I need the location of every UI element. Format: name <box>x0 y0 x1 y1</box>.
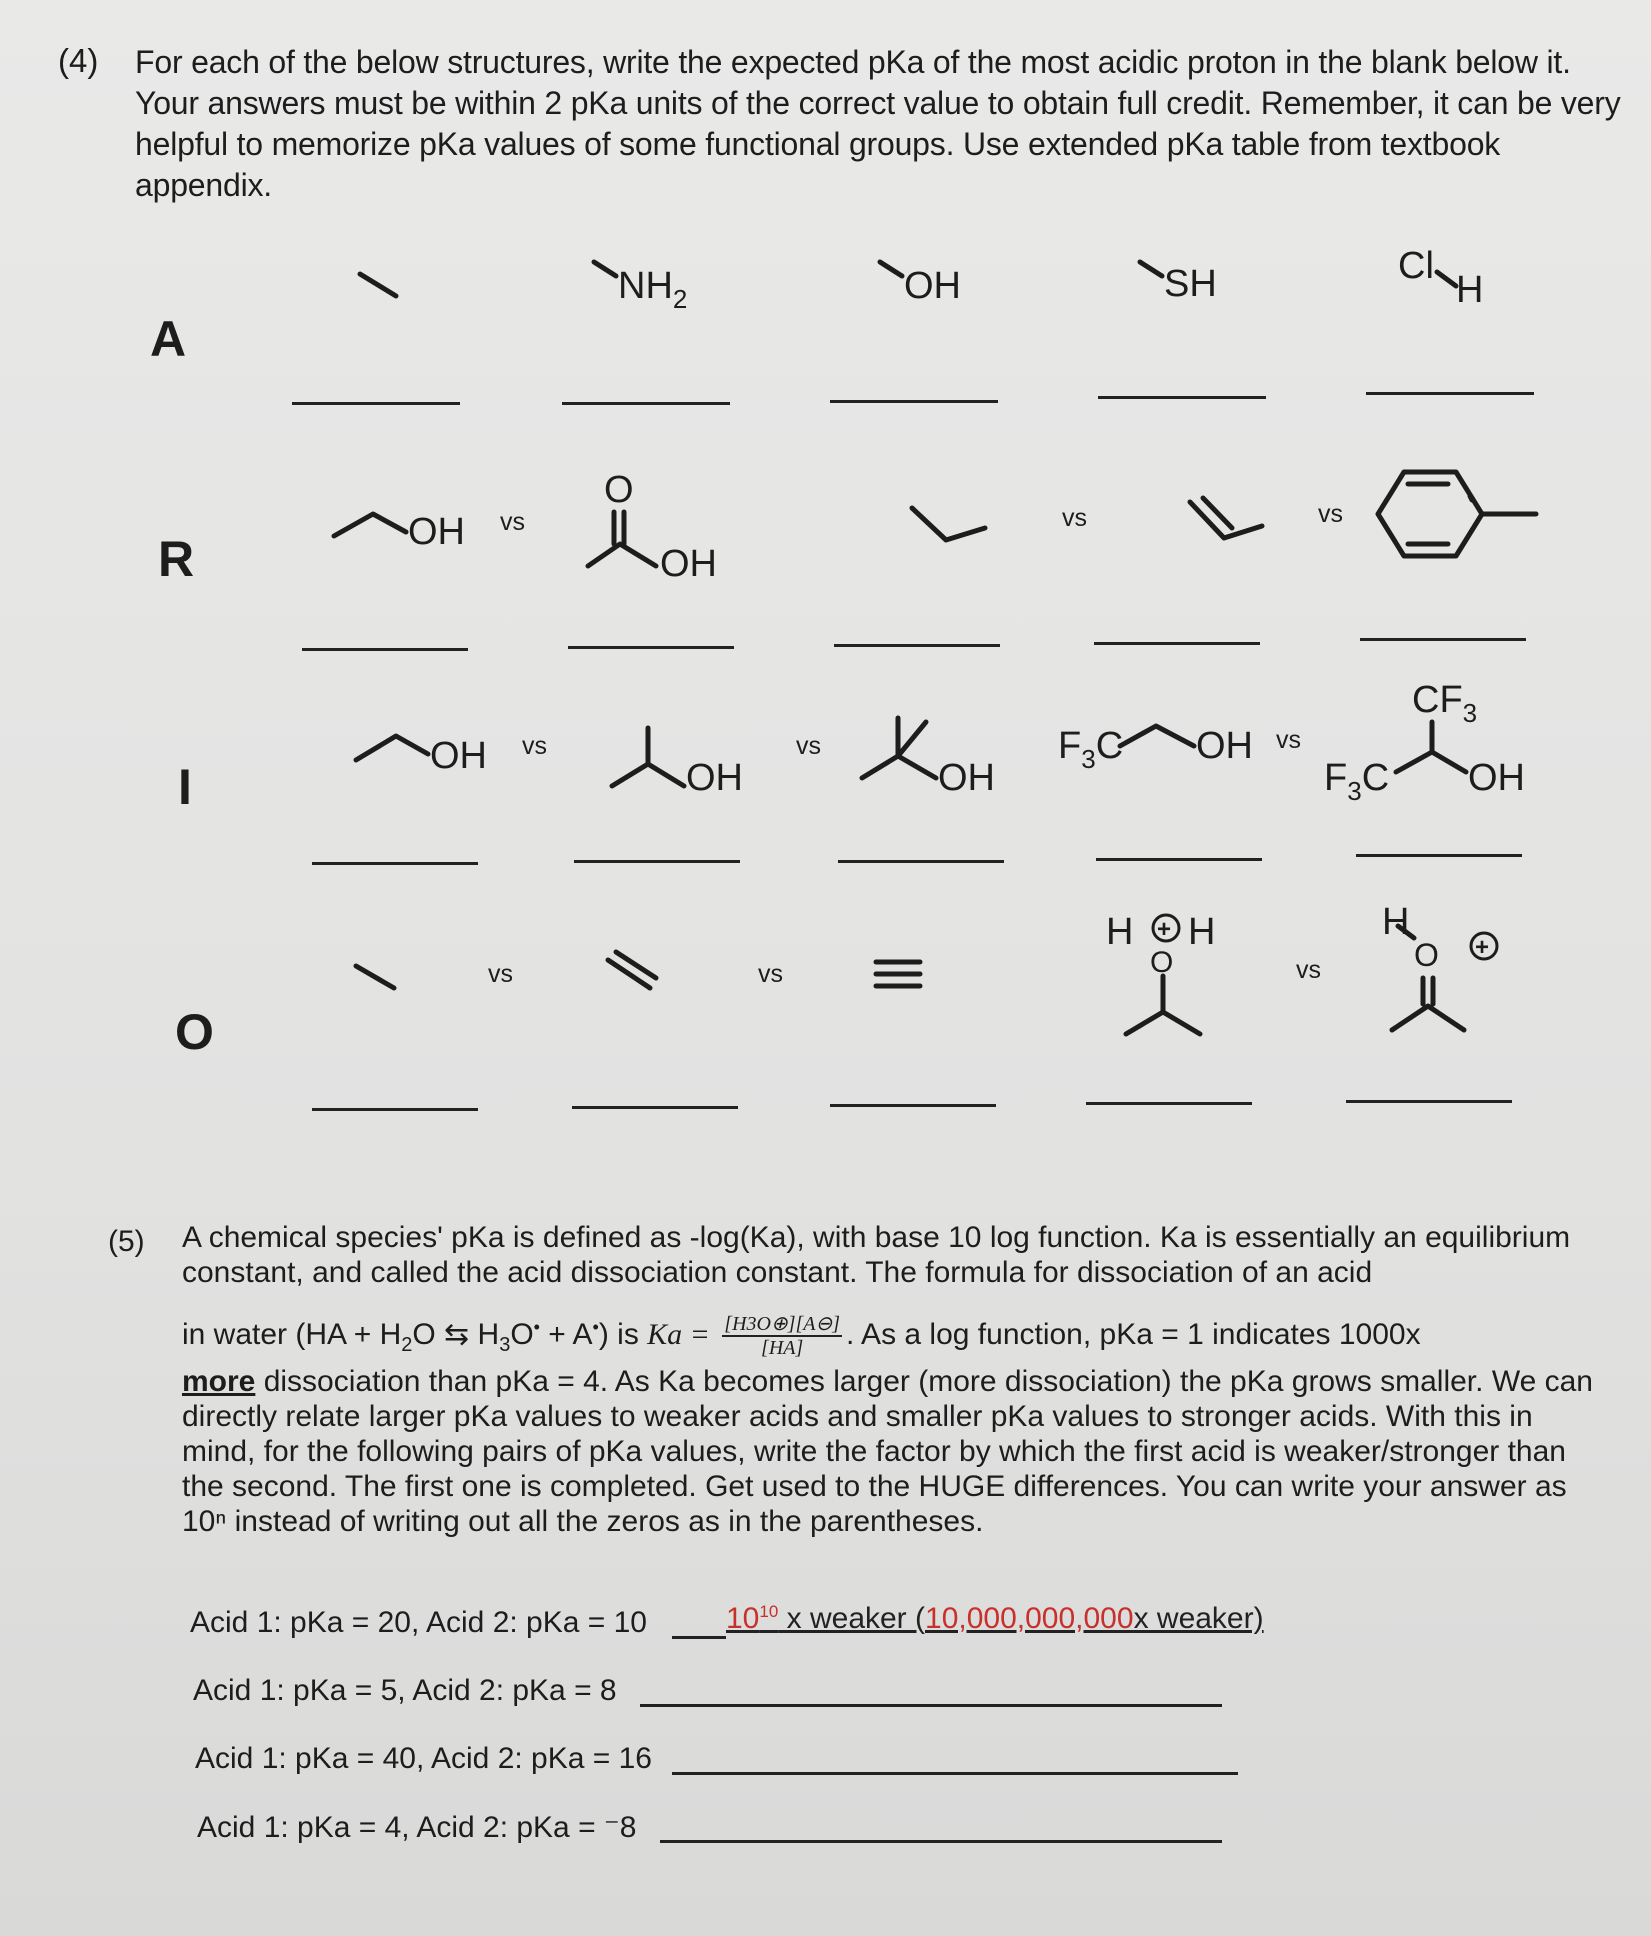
acid-pair-1: Acid 1: pKa = 20, Acid 2: pKa = 10 <box>190 1606 647 1639</box>
question-5-explanation <box>182 1364 1612 1539</box>
blank-a3[interactable] <box>830 400 998 403</box>
oxonium-isopropyl <box>1126 1012 1200 1034</box>
formula-text-o: O <box>510 1318 534 1351</box>
acetic-acid-chain <box>588 544 656 566</box>
methanethiol-bond <box>1140 262 1162 276</box>
formula-text-after: . As a log function, pKa = 1 indicates 1000x <box>846 1318 1421 1351</box>
h-label-hcl: H <box>1456 269 1484 311</box>
cl-label: Cl <box>1398 245 1434 287</box>
answer-number: 10,000,000,000 <box>925 1602 1134 1635</box>
question-5-formula-line: in water ($HA + H_2O$ ⇆ $H_3O^• + A^•$) is Ka = $\frac{[H3O\oplus][A⊖]}{[HA]}$ . As a log function, pKa = 1 indicates 1000x <box>182 1313 1421 1360</box>
ka-numerator: [H3O⊕][A⊖] <box>724 1313 841 1336</box>
ketone-o-label: O <box>1414 937 1439 973</box>
row-label-i: I <box>178 759 192 815</box>
methylamine-bond <box>594 262 616 276</box>
propane-chain <box>912 508 985 540</box>
methanol-bond <box>880 262 902 276</box>
oxonium-h-right: H <box>1188 911 1216 953</box>
ethene-bond-2 <box>616 952 656 978</box>
vs-o3: vs <box>1296 956 1321 984</box>
ethane-o-bond <box>356 966 394 988</box>
blank-r5[interactable] <box>1360 638 1526 641</box>
f3c-label-2: $F_3C$ <box>1324 757 1390 806</box>
row-label-a: A <box>150 311 187 367</box>
oh-label-i3: OH <box>938 757 995 799</box>
question-5-number: (5) <box>108 1225 145 1258</box>
blank-i3[interactable] <box>838 860 1004 863</box>
oh-label-i1: OH <box>430 735 487 777</box>
cf3-label: $CF_3$ <box>1412 679 1478 728</box>
vs-i2: vs <box>796 732 821 760</box>
formula-text-end: ) is <box>598 1318 639 1351</box>
more-emphasis: more <box>182 1365 256 1398</box>
oh-label-i5: OH <box>1468 757 1525 799</box>
blank-r1[interactable] <box>302 648 468 651</box>
ethanol-i-chain <box>356 736 428 760</box>
explanation-text: dissociation than pKa = 4. As Ka becomes larger (more dissociation) the pKa grows smaller. We can directly relate larger pKa values to weaker acids and smaller pKa values to stronger acids. With this in mind, for the following pairs of pKa values, write the factor by which the first acid is weaker/stronger than the second. The first one is completed. Get used to the HUGE differences. You can write your answer as 10ⁿ instead of writing out all the zeros as in the parentheses. <box>182 1365 1593 1538</box>
vs-i1: vs <box>522 732 547 760</box>
acid-pair-1-answer <box>726 1602 1264 1636</box>
sh-label: SH <box>1164 263 1217 305</box>
h2o-subscript: 2 <box>401 1334 413 1356</box>
protonated-ketone-chain <box>1392 1006 1464 1030</box>
question-5-intro: A chemical species' pKa is defined as -log(Ka), with base 10 log function. Ka is essentially an equilibrium constant, and called the acid dissociation constant. The formula for dissociation of an acid <box>182 1221 1571 1289</box>
row-label-o: O <box>175 1004 214 1060</box>
blank-o1[interactable] <box>312 1108 478 1111</box>
blank-r2[interactable] <box>568 646 734 649</box>
blank-o4[interactable] <box>1086 1102 1252 1105</box>
acid-pair-2: Acid 1: pKa = 5, Acid 2: pKa = 8 <box>193 1674 617 1707</box>
ethane-bond <box>360 274 396 296</box>
blank-r3[interactable] <box>834 644 1000 647</box>
formula-text-a: + A <box>539 1318 593 1351</box>
vs-o1: vs <box>488 960 513 988</box>
f3c-label-1: $F_3C$ <box>1058 725 1124 774</box>
hexafluoroisopropanol-chain <box>1396 752 1466 772</box>
blank-a1[interactable] <box>292 402 460 405</box>
ka-fraction <box>722 1313 842 1359</box>
oh-label-i2: OH <box>686 757 743 799</box>
oxonium-h-left: H <box>1106 911 1134 953</box>
blank-a4[interactable] <box>1098 396 1266 399</box>
answer-exponent: 10 <box>759 1602 779 1621</box>
vs-o2: vs <box>758 960 783 988</box>
oh-label-a: OH <box>904 265 961 307</box>
tbutanol-chain <box>862 756 936 778</box>
row-label-r: R <box>158 531 195 587</box>
blank-a5[interactable] <box>1366 392 1534 395</box>
acid-pair-1-line <box>672 1636 726 1639</box>
benzene-inner-3 <box>1470 496 1472 500</box>
vs-i3: vs <box>1276 726 1301 754</box>
blank-i1[interactable] <box>312 862 478 865</box>
nh2-label: $NH_2$ <box>618 265 688 314</box>
acid-pair-4-blank[interactable] <box>660 1840 1222 1843</box>
blank-i4[interactable] <box>1096 858 1262 861</box>
blank-o5[interactable] <box>1346 1100 1512 1103</box>
blank-o3[interactable] <box>830 1104 996 1107</box>
answer-base: 10 <box>726 1602 760 1635</box>
oh-label-i4: OH <box>1196 725 1253 767</box>
tbutanol-methyl-2 <box>898 722 926 756</box>
ketone-plus: + <box>1475 934 1490 961</box>
formula-text-mid: O ⇆ H <box>412 1318 500 1351</box>
ethanol-chain <box>334 514 406 536</box>
o-label-acetic: O <box>604 469 634 511</box>
answer-text: x weaker ( <box>778 1602 926 1635</box>
blank-a2[interactable] <box>562 402 730 405</box>
blank-r4[interactable] <box>1094 642 1260 645</box>
blank-i2[interactable] <box>574 860 740 863</box>
trifluoroethanol-chain <box>1120 726 1194 746</box>
acid-pair-4: Acid 1: pKa = 4, Acid 2: pKa = ⁻8 <box>197 1811 637 1844</box>
question-4-text: For each of the below structures, write the expected pKa of the most acidic proton in the blank below it. Your answers must be within 2 pKa units of the correct value to obtain full credit. Remember, it can be very helpful to memorize pKa values of some functional groups. Use extended pKa table from textbook appendix. <box>135 44 1621 203</box>
ka-symbol: Ka = <box>647 1318 710 1351</box>
h3o-subscript: 3 <box>499 1334 511 1356</box>
isopropanol-chain <box>612 764 684 786</box>
vs-r3: vs <box>1318 500 1343 528</box>
ketone-h-label: H <box>1382 901 1410 943</box>
blank-o2[interactable] <box>572 1106 738 1109</box>
acid-pair-3: Acid 1: pKa = 40, Acid 2: pKa = 16 <box>195 1742 652 1775</box>
ka-denominator: [HA] <box>761 1337 804 1360</box>
oxonium-plus: + <box>1157 916 1172 943</box>
hcl-bond <box>1437 272 1456 286</box>
ethene-bond-1 <box>608 960 650 988</box>
formula-text-start: in water (HA + H <box>182 1318 402 1351</box>
blank-i5[interactable] <box>1356 854 1522 857</box>
question-4-number: (4) <box>58 42 99 79</box>
acid-pair-2-blank[interactable] <box>640 1704 1222 1707</box>
vs-r1: vs <box>500 508 525 536</box>
answer-tail: x weaker) <box>1133 1602 1264 1635</box>
oh-label-acetic: OH <box>660 543 717 585</box>
vs-r2: vs <box>1062 504 1087 532</box>
acid-pair-3-blank[interactable] <box>672 1772 1238 1775</box>
oh-label-r1: OH <box>408 511 465 553</box>
oxonium-o-label: O <box>1150 946 1174 979</box>
